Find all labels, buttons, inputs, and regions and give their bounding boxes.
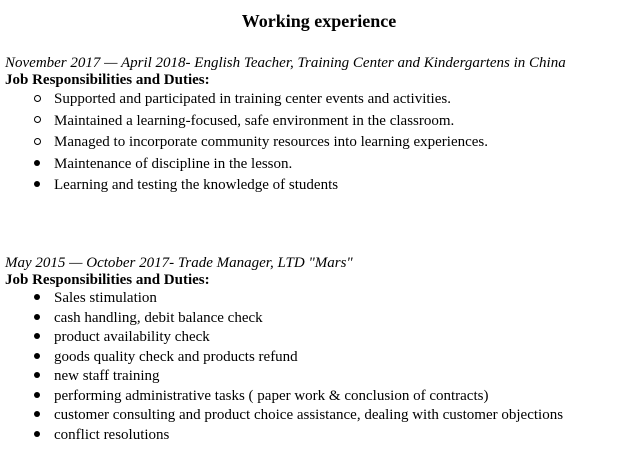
disc-bullet-icon (30, 367, 44, 387)
list-item (5, 175, 635, 197)
list-item (5, 406, 635, 426)
list-item (5, 367, 635, 387)
list-item-text: performing administrative tasks ( paper work & conclusion of contracts) (54, 387, 489, 404)
job-heading: May 2015 — October 2017- Trade Manager, LTD "Mars" (5, 255, 353, 271)
list-item (5, 309, 635, 329)
duties-label: Job Responsibilities and Duties: (5, 272, 210, 288)
list-item-text: Maintenance of discipline in the lesson. (54, 155, 293, 172)
list-item (5, 328, 635, 348)
duties-list (5, 289, 635, 445)
list-item-text: Learning and testing the knowledge of students (54, 177, 339, 193)
list-item-text: customer consulting and product choice assistance, dealing with customer objections (54, 407, 564, 423)
disc-bullet-icon (30, 426, 44, 446)
list-item-text: new staff training (54, 368, 160, 384)
list-item-text: Maintained a learning-focused, safe environment in the classroom. (54, 112, 455, 129)
disc-bullet-icon (30, 309, 44, 329)
list-item (5, 387, 635, 407)
list-item-text: Sales stimulation (54, 290, 157, 306)
list-item (5, 111, 635, 133)
list-item (5, 154, 635, 176)
disc-bullet-icon (30, 348, 44, 368)
job-heading: November 2017 — April 2018- English Teacher, Training Center and Kindergartens in China (5, 55, 566, 71)
circle-bullet-icon (30, 132, 44, 154)
disc-bullet-icon (30, 406, 44, 426)
circle-bullet-icon (30, 89, 44, 111)
list-item (5, 289, 635, 309)
list-item (5, 426, 635, 446)
job-section-trade-manager (5, 254, 635, 445)
list-item-text: Managed to incorporate community resources into learning experiences. (54, 134, 489, 150)
list-item-text: goods quality check and products refund (54, 348, 298, 365)
disc-bullet-icon (30, 387, 44, 407)
list-item-text: conflict resolutions (54, 426, 170, 443)
disc-bullet-icon (30, 289, 44, 309)
duties-label: Job Responsibilities and Duties: (5, 72, 210, 88)
circle-bullet-icon (30, 111, 44, 133)
list-item-text: cash handling, debit balance check (54, 309, 263, 326)
list-item (5, 132, 635, 154)
list-item (5, 89, 635, 111)
job-section-teacher (5, 54, 635, 197)
list-item (5, 348, 635, 368)
document-title: Working experience (241, 11, 397, 31)
list-item-text: product availability check (54, 329, 210, 345)
duties-list (5, 89, 635, 197)
disc-bullet-icon (30, 154, 44, 176)
list-item-text: Supported and participated in training center events and activities. (54, 91, 451, 107)
disc-bullet-icon (30, 175, 44, 197)
disc-bullet-icon (30, 328, 44, 348)
